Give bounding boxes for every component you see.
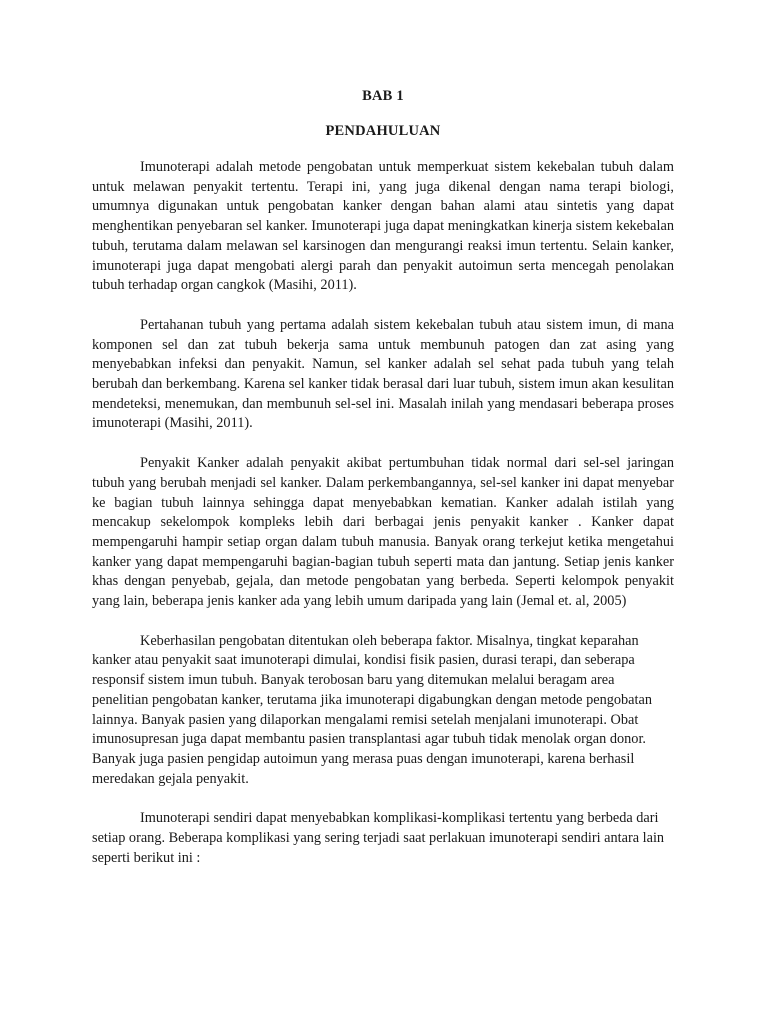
document-body [92, 158, 674, 889]
chapter-title: PENDAHULUAN [325, 123, 441, 139]
paragraph-2: Pertahanan tubuh yang pertama adalah sistem kekebalan tubuh atau sistem imun, di mana komponen sel dan zat tubuh bekerja sama untuk membunuh patogen dan zat asing yang menyebabkan infeksi dan penyakit. Namun, sel kanker adalah sel sehat pada tubuh yang telah berubah dan berkembang. Karena sel kanker tidak berasal dari luar tubuh, sistem imun akan kesulitan mendeteksi, menemukan, dan membunuh sel-sel ini. Masalah inilah yang mendasari beberapa proses imunoterapi (Masihi, 2011). [92, 316, 674, 432]
paragraph-4: Keberhasilan pengobatan ditentukan oleh beberapa faktor. Misalnya, tingkat keparahan kanker atau penyakit saat imunoterapi dimulai, kondisi fisik pasien, durasi terapi, dan seberapa responsif sistem imun tubuh. Banyak terobosan baru yang ditemukan melalui beragam area penelitian pengobatan kanker, terutama jika imunoterapi digabungkan dengan metode pengobatan lainnya. Banyak pasien yang dilaporkan mengalami remisi setelah menjalani imunoterapi. Obat imunosupresan juga dapat membantu pasien transplantasi agar tubuh tidak menolak organ donor. Banyak juga pasien pengidap autoimun yang merasa puas dengan imunoterapi, karena berhasil meredakan gejala penyakit. [92, 632, 652, 787]
paragraph-1: Imunoterapi adalah metode pengobatan untuk memperkuat sistem kekebalan tubuh dalam untuk melawan penyakit tertentu. Terapi ini, yang juga dikenal dengan nama terapi biologi, umumnya digunakan untuk pengobatan kanker dengan bahan alami atau sintetis yang dapat menghentikan penyebaran sel kanker. Imunoterapi juga dapat meningkatkan kinerja sistem kekebalan tubuh, terutama dalam melawan sel karsinogen dan mengurangi reaksi imun tertentu. Selain kanker, imunoterapi juga dapat mengobati alergi parah dan penyakit autoimun serta mencegah penolakan tubuh terhadap organ cangkok (Masihi, 2011). [92, 159, 674, 294]
chapter-label: BAB 1 [362, 88, 404, 104]
paragraph-3: Penyakit Kanker adalah penyakit akibat pertumbuhan tidak normal dari sel-sel jaringan tubuh yang berubah menjadi sel kanker. Dalam perkembangannya, sel-sel kanker ini dapat menyebar ke bagian tubuh lainnya sehingga dapat menyebabkan kematian. Kanker adalah istilah yang mencakup sekelompok kompleks lebih dari berbagai jenis penyakit kanker . Kanker dapat mempengaruhi hampir setiap organ dalam tubuh manusia. Banyak orang terkejut ketika mengetahui kanker yang dapat mempengaruhi bagian-bagian tubuh seperti mata dan jantung. Setiap jenis kanker khas dengan penyebab, gejala, dan metode pengobatan yang berbeda. Seperti kelompok penyakit yang lain, beberapa jenis kanker ada yang lebih umum daripada yang lain (Jemal et. al, 2005) [92, 455, 674, 610]
paragraph-5: Imunoterapi sendiri dapat menyebabkan komplikasi-komplikasi tertentu yang berbeda dari setiap orang. Beberapa komplikasi yang sering terjadi saat perlakuan imunoterapi sendiri antara lain seperti berikut ini : [92, 810, 665, 866]
